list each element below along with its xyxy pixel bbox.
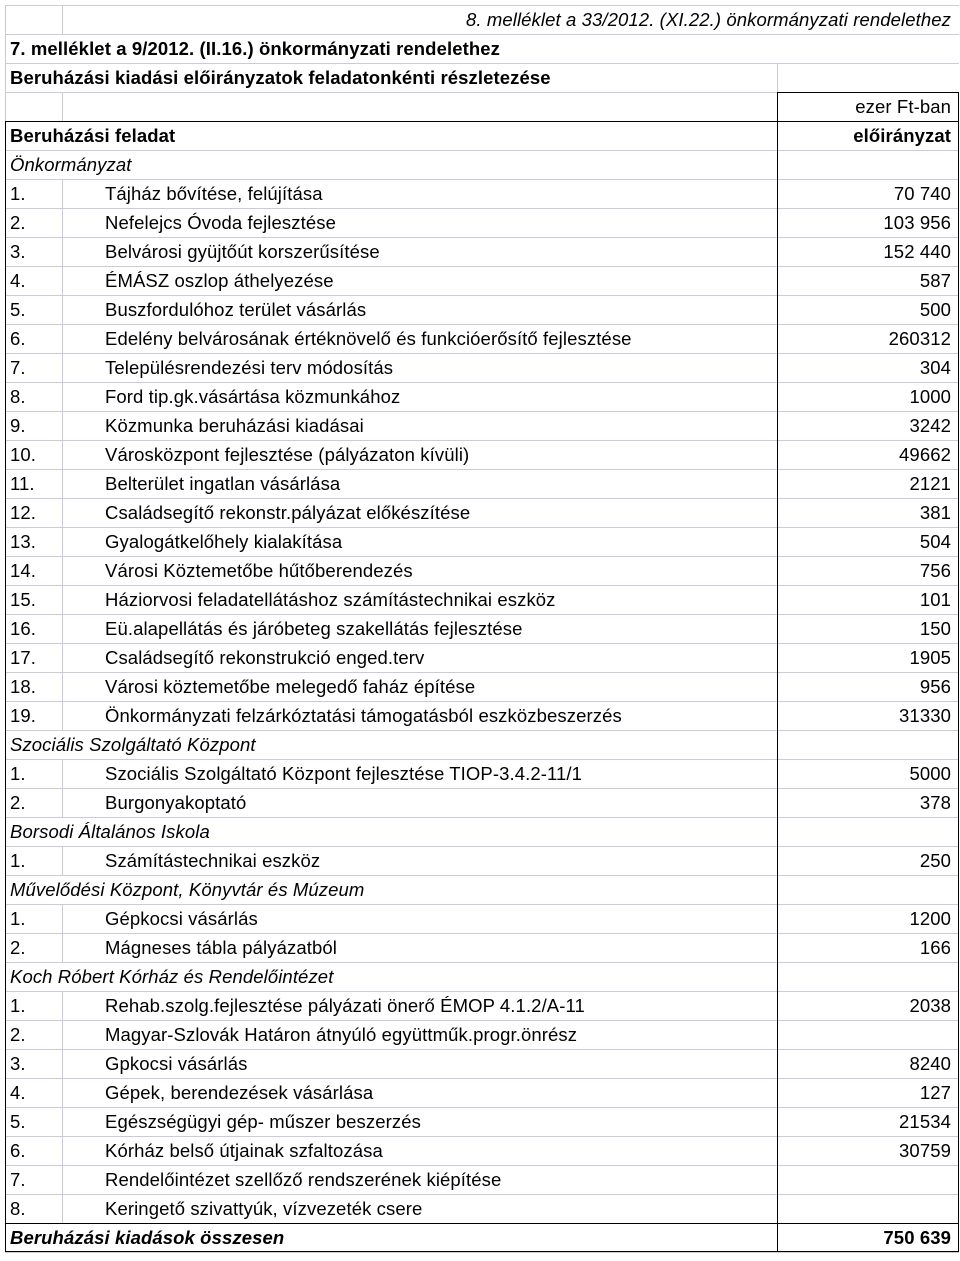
gridline bbox=[5, 179, 6, 208]
column-header-value: előirányzat bbox=[853, 125, 951, 146]
gridline bbox=[62, 324, 63, 353]
gridline bbox=[777, 962, 778, 991]
gridline bbox=[62, 237, 63, 266]
gridline bbox=[62, 585, 63, 614]
item-value: 1200 bbox=[909, 908, 951, 929]
table-row bbox=[5, 759, 959, 788]
gridline bbox=[5, 701, 6, 730]
item-name: Gépek, berendezések vásárlása bbox=[105, 1082, 374, 1103]
gridline bbox=[62, 179, 63, 208]
item-number: 11. bbox=[10, 473, 35, 494]
gridline bbox=[777, 846, 778, 875]
item-number: 7. bbox=[10, 357, 26, 378]
item-name: Rehab.szolg.fejlesztése pályázati önerő ÉMOP 4.1.2/A-11 bbox=[105, 995, 585, 1016]
gridline bbox=[62, 1049, 63, 1078]
table-row bbox=[5, 1107, 959, 1136]
item-value: 101 bbox=[919, 589, 951, 610]
gridline bbox=[62, 208, 63, 237]
gridline bbox=[5, 1194, 6, 1223]
gridline bbox=[777, 585, 778, 614]
header-row-unit bbox=[5, 92, 959, 121]
item-number: 1. bbox=[10, 763, 26, 784]
gridline bbox=[62, 411, 63, 440]
gridline bbox=[62, 353, 63, 382]
item-name: Belvárosi gyüjtőút korszerűsítése bbox=[105, 241, 380, 262]
gridline bbox=[777, 469, 778, 498]
item-name: Városi köztemetőbe melegedő faház építése bbox=[105, 676, 476, 697]
item-name: Gépkocsi vásárlás bbox=[105, 908, 258, 929]
gridline bbox=[5, 962, 6, 991]
gridline bbox=[62, 527, 63, 556]
item-name: Önkormányzati felzárkóztatási támogatásból eszközbeszerzés bbox=[105, 705, 622, 726]
gridline bbox=[777, 353, 778, 382]
gridline bbox=[777, 759, 778, 788]
item-value: 500 bbox=[919, 299, 951, 320]
gridline bbox=[777, 904, 778, 933]
item-number: 1. bbox=[10, 850, 26, 871]
gridline bbox=[62, 469, 63, 498]
item-value: 2038 bbox=[909, 995, 951, 1016]
item-name: Nefelejcs Óvoda fejlesztése bbox=[105, 212, 336, 233]
item-number: 2. bbox=[10, 212, 26, 233]
gridline bbox=[5, 92, 959, 93]
gridline bbox=[777, 295, 778, 324]
table-row bbox=[5, 1165, 959, 1194]
gridline bbox=[62, 266, 63, 295]
gridline bbox=[777, 411, 778, 440]
item-number: 6. bbox=[10, 328, 26, 349]
gridline bbox=[5, 208, 6, 237]
total-value: 750 639 bbox=[883, 1227, 951, 1248]
gridline bbox=[777, 92, 778, 121]
gridline bbox=[777, 527, 778, 556]
gridline bbox=[62, 92, 63, 121]
gridline bbox=[777, 121, 778, 150]
table-row bbox=[5, 1136, 959, 1165]
item-name: Családsegítő rekonstrukció enged.terv bbox=[105, 647, 425, 668]
total-row bbox=[5, 1223, 959, 1252]
gridline bbox=[777, 237, 778, 266]
gridline bbox=[5, 411, 6, 440]
item-number: 2. bbox=[10, 937, 26, 958]
table-row bbox=[5, 933, 959, 962]
gridline bbox=[5, 498, 6, 527]
gridline bbox=[62, 614, 63, 643]
item-name: Belterület ingatlan vásárlása bbox=[105, 473, 341, 494]
table-row bbox=[5, 1194, 959, 1223]
item-number: 5. bbox=[10, 1111, 26, 1132]
item-name: Településrendezési terv módosítás bbox=[105, 357, 394, 378]
gridline bbox=[5, 1078, 6, 1107]
gridline bbox=[62, 701, 63, 730]
gridline bbox=[777, 1136, 778, 1165]
item-number: 1. bbox=[10, 183, 26, 204]
header-row-annex8 bbox=[5, 5, 959, 34]
item-name: ÉMÁSZ oszlop áthelyezése bbox=[105, 270, 334, 291]
gridline bbox=[777, 1078, 778, 1107]
gridline bbox=[777, 933, 778, 962]
item-number: 5. bbox=[10, 299, 26, 320]
gridline bbox=[5, 5, 6, 34]
header-row-columns bbox=[5, 121, 959, 150]
table-row bbox=[5, 585, 959, 614]
gridline bbox=[5, 643, 6, 672]
item-number: 7. bbox=[10, 1169, 26, 1190]
table-row bbox=[5, 469, 959, 498]
item-name: Háziorvosi feladatellátáshoz számítástechnikai eszköz bbox=[105, 589, 556, 610]
gridline bbox=[777, 1107, 778, 1136]
item-value: 5000 bbox=[909, 763, 951, 784]
gridline bbox=[62, 1194, 63, 1223]
gridline bbox=[777, 701, 778, 730]
section-title: Koch Róbert Kórház és Rendelőintézet bbox=[10, 966, 334, 987]
item-name: Gpkocsi vásárlás bbox=[105, 1053, 248, 1074]
item-name: Szociális Szolgáltató Központ fejlesztése TIOP-3.4.2-11/1 bbox=[105, 763, 583, 784]
item-value: 30759 bbox=[899, 1140, 951, 1161]
gridline bbox=[5, 1107, 6, 1136]
gridline bbox=[777, 63, 778, 92]
item-name: Tájház bővítése, felújítása bbox=[105, 183, 323, 204]
gridline bbox=[5, 846, 6, 875]
item-value: 152 440 bbox=[883, 241, 951, 262]
table-row bbox=[5, 991, 959, 1020]
total-label: Beruházási kiadások összesen bbox=[10, 1227, 285, 1248]
section-row bbox=[5, 150, 959, 179]
item-number: 1. bbox=[10, 908, 26, 929]
table-row bbox=[5, 614, 959, 643]
item-value: 956 bbox=[919, 676, 951, 697]
table-row bbox=[5, 237, 959, 266]
table-row bbox=[5, 527, 959, 556]
item-value: 260312 bbox=[888, 328, 951, 349]
item-name: Egészségügyi gép- műszer beszerzés bbox=[105, 1111, 421, 1132]
section-row bbox=[5, 730, 959, 759]
table-row bbox=[5, 382, 959, 411]
item-name: Közmunka beruházási kiadásai bbox=[105, 415, 364, 436]
table-row bbox=[5, 672, 959, 701]
table-row bbox=[5, 324, 959, 353]
gridline bbox=[5, 34, 6, 63]
item-name: Számítástechnikai eszköz bbox=[105, 850, 321, 871]
gridline bbox=[62, 440, 63, 469]
item-name: Ford tip.gk.vásártása közmunkához bbox=[105, 386, 401, 407]
gridline bbox=[62, 556, 63, 585]
item-name: Eü.alapellátás és járóbeteg szakellátás fejlesztése bbox=[105, 618, 523, 639]
gridline bbox=[777, 179, 778, 208]
gridline bbox=[62, 1107, 63, 1136]
item-number: 8. bbox=[10, 386, 26, 407]
gridline bbox=[5, 788, 6, 817]
item-value: 504 bbox=[919, 531, 951, 552]
gridline bbox=[777, 266, 778, 295]
table-row bbox=[5, 1049, 959, 1078]
gridline bbox=[5, 875, 6, 904]
item-number: 1. bbox=[10, 995, 26, 1016]
gridline bbox=[777, 643, 778, 672]
gridline bbox=[777, 440, 778, 469]
gridline bbox=[5, 1252, 959, 1253]
table-row bbox=[5, 556, 959, 585]
item-number: 9. bbox=[10, 415, 26, 436]
item-name: Edelény belvárosának értéknövelő és funkcióerősítő fejlesztése bbox=[105, 328, 632, 349]
gridline bbox=[5, 237, 6, 266]
gridline bbox=[777, 788, 778, 817]
gridline bbox=[5, 817, 6, 846]
table-row bbox=[5, 1078, 959, 1107]
item-number: 13. bbox=[10, 531, 37, 552]
item-value: 381 bbox=[919, 502, 951, 523]
gridline bbox=[5, 324, 6, 353]
gridline bbox=[5, 121, 6, 150]
table-row bbox=[5, 353, 959, 382]
item-name: Rendelőintézet szellőző rendszerének kiépítése bbox=[105, 1169, 502, 1190]
item-value: 70 740 bbox=[893, 183, 951, 204]
item-value: 2121 bbox=[909, 473, 951, 494]
item-name: Gyalogátkelőhely kialakítása bbox=[105, 531, 343, 552]
section-title: Művelődési Központ, Könyvtár és Múzeum bbox=[10, 879, 365, 900]
table-row bbox=[5, 1020, 959, 1049]
header-row-title bbox=[5, 63, 959, 92]
item-value: 127 bbox=[919, 1082, 951, 1103]
header-row-annex7 bbox=[5, 34, 959, 63]
item-value: 1905 bbox=[909, 647, 951, 668]
item-number: 4. bbox=[10, 1082, 26, 1103]
item-number: 19. bbox=[10, 705, 37, 726]
gridline bbox=[777, 324, 778, 353]
gridline bbox=[5, 1136, 6, 1165]
item-value: 250 bbox=[919, 850, 951, 871]
gridline bbox=[62, 1078, 63, 1107]
item-value: 150 bbox=[919, 618, 951, 639]
column-header-task: Beruházási feladat bbox=[10, 125, 176, 146]
table-row bbox=[5, 701, 959, 730]
gridline bbox=[5, 759, 6, 788]
table-row bbox=[5, 179, 959, 208]
gridline bbox=[5, 353, 6, 382]
gridline bbox=[5, 469, 6, 498]
gridline bbox=[5, 1165, 6, 1194]
item-value: 1000 bbox=[909, 386, 951, 407]
item-name: Burgonyakoptató bbox=[105, 792, 247, 813]
gridline bbox=[777, 730, 778, 759]
item-name: Buszfordulóhoz terület vásárlás bbox=[105, 299, 367, 320]
table-row bbox=[5, 440, 959, 469]
table-row bbox=[5, 295, 959, 324]
table-row bbox=[5, 498, 959, 527]
gridline bbox=[777, 875, 778, 904]
section-row bbox=[5, 962, 959, 991]
table-row bbox=[5, 643, 959, 672]
item-name: Családsegítő rekonstr.pályázat előkészítése bbox=[105, 502, 471, 523]
item-value: 103 956 bbox=[883, 212, 951, 233]
item-value: 31330 bbox=[899, 705, 951, 726]
gridline bbox=[62, 788, 63, 817]
gridline bbox=[62, 672, 63, 701]
item-value: 756 bbox=[919, 560, 951, 581]
gridline bbox=[5, 63, 6, 92]
item-number: 2. bbox=[10, 1024, 26, 1045]
gridline bbox=[62, 498, 63, 527]
gridline bbox=[777, 382, 778, 411]
table-row bbox=[5, 788, 959, 817]
gridline bbox=[5, 1020, 6, 1049]
item-number: 15. bbox=[10, 589, 37, 610]
gridline bbox=[777, 672, 778, 701]
gridline bbox=[62, 382, 63, 411]
gridline bbox=[5, 382, 6, 411]
gridline bbox=[62, 643, 63, 672]
gridline bbox=[777, 1049, 778, 1078]
item-name: Magyar-Szlovák Határon átnyúló együttműk.progr.önrész bbox=[105, 1024, 578, 1045]
gridline bbox=[62, 1165, 63, 1194]
item-name: Keringető szivattyúk, vízvezeték csere bbox=[105, 1198, 423, 1219]
gridline bbox=[777, 1223, 778, 1252]
unit-label: ezer Ft-ban bbox=[855, 96, 951, 117]
gridline bbox=[5, 1223, 6, 1252]
item-number: 14. bbox=[10, 560, 37, 581]
gridline bbox=[62, 1136, 63, 1165]
section-title: Önkormányzat bbox=[10, 154, 132, 175]
item-number: 10. bbox=[10, 444, 37, 465]
gridline bbox=[62, 846, 63, 875]
item-number: 8. bbox=[10, 1198, 26, 1219]
section-title: Borsodi Általános Iskola bbox=[10, 821, 210, 842]
gridline bbox=[5, 266, 6, 295]
item-value: 49662 bbox=[899, 444, 951, 465]
item-value: 166 bbox=[919, 937, 951, 958]
item-number: 18. bbox=[10, 676, 37, 697]
gridline bbox=[5, 614, 6, 643]
gridline bbox=[5, 92, 6, 121]
gridline bbox=[777, 817, 778, 846]
gridline bbox=[5, 933, 6, 962]
gridline bbox=[777, 498, 778, 527]
item-value: 3242 bbox=[909, 415, 951, 436]
gridline bbox=[777, 208, 778, 237]
annex7-caption: 7. melléklet a 9/2012. (II.16.) önkormányzati rendelethez bbox=[10, 38, 500, 59]
gridline bbox=[777, 150, 778, 179]
gridline bbox=[5, 585, 6, 614]
table-row bbox=[5, 266, 959, 295]
gridline bbox=[62, 1020, 63, 1049]
item-value: 378 bbox=[919, 792, 951, 813]
gridline bbox=[62, 759, 63, 788]
section-title: Szociális Szolgáltató Központ bbox=[10, 734, 256, 755]
section-row bbox=[5, 875, 959, 904]
gridline bbox=[777, 991, 778, 1020]
gridline bbox=[5, 672, 6, 701]
gridline bbox=[62, 904, 63, 933]
gridline bbox=[5, 150, 959, 151]
gridline bbox=[777, 1194, 778, 1223]
gridline bbox=[5, 295, 6, 324]
annex8-caption: 8. melléklet a 33/2012. (XI.22.) önkormányzati rendelethez bbox=[465, 9, 951, 30]
item-number: 6. bbox=[10, 1140, 26, 1161]
item-number: 16. bbox=[10, 618, 37, 639]
gridline bbox=[5, 991, 6, 1020]
gridline bbox=[62, 991, 63, 1020]
gridline bbox=[5, 730, 6, 759]
gridline bbox=[777, 556, 778, 585]
gridline bbox=[5, 440, 6, 469]
item-value: 21534 bbox=[899, 1111, 951, 1132]
gridline bbox=[5, 904, 6, 933]
item-name: Városi Köztemetőbe hűtőberendezés bbox=[105, 560, 413, 581]
gridline bbox=[5, 1049, 6, 1078]
table-row bbox=[5, 208, 959, 237]
item-value: 304 bbox=[919, 357, 951, 378]
item-number: 4. bbox=[10, 270, 26, 291]
item-name: Mágneses tábla pályázatból bbox=[105, 937, 337, 958]
gridline bbox=[777, 1020, 778, 1049]
item-number: 12. bbox=[10, 502, 37, 523]
item-number: 17. bbox=[10, 647, 37, 668]
item-value: 8240 bbox=[909, 1053, 951, 1074]
item-name: Városközpont fejlesztése (pályázaton kívüli) bbox=[105, 444, 470, 465]
item-number: 3. bbox=[10, 1053, 26, 1074]
item-number: 3. bbox=[10, 241, 26, 262]
gridline bbox=[62, 295, 63, 324]
item-number: 2. bbox=[10, 792, 26, 813]
gridline bbox=[777, 614, 778, 643]
table-row bbox=[5, 904, 959, 933]
item-value: 587 bbox=[919, 270, 951, 291]
gridline bbox=[777, 1165, 778, 1194]
gridline bbox=[5, 527, 6, 556]
item-name: Kórház belső útjainak szfaltozása bbox=[105, 1140, 383, 1161]
page-title: Beruházási kiadási előirányzatok feladatonkénti részletezése bbox=[10, 67, 551, 88]
gridline bbox=[5, 556, 6, 585]
table-row bbox=[5, 846, 959, 875]
gridline bbox=[5, 150, 6, 179]
table-row bbox=[5, 411, 959, 440]
gridline bbox=[62, 933, 63, 962]
section-row bbox=[5, 817, 959, 846]
